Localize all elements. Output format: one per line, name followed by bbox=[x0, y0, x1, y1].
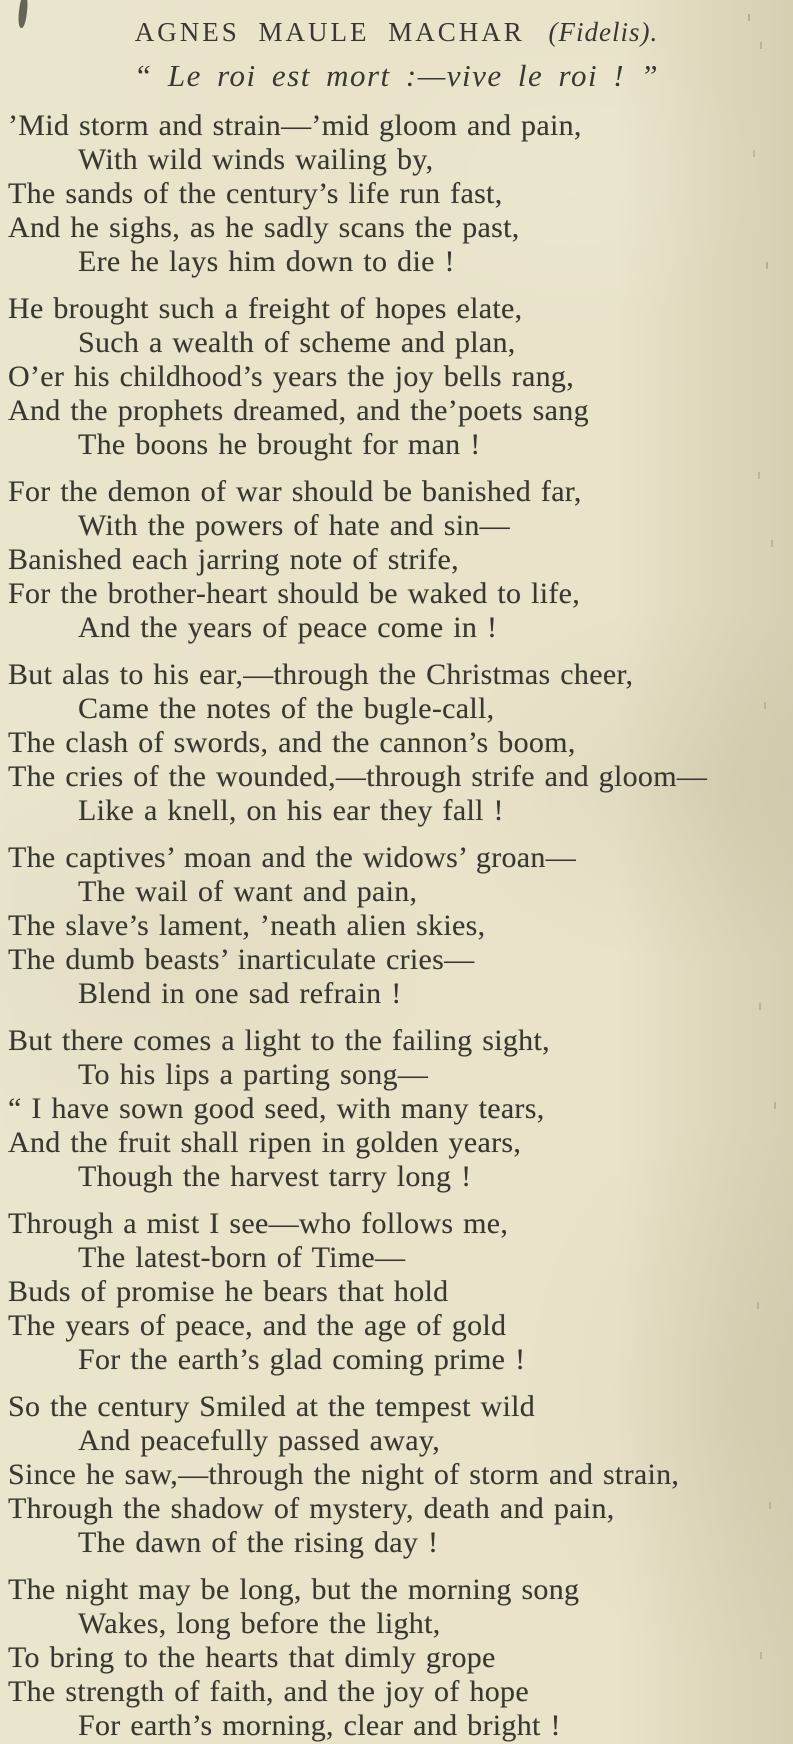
poem-line: With the powers of hate and sin— bbox=[78, 509, 510, 542]
poem-line: The cries of the wounded,—through strife and gloom— bbox=[8, 760, 708, 793]
poem-line: Though the harvest tarry long ! bbox=[78, 1160, 472, 1193]
poem-line: For the brother-heart should be waked to life, bbox=[8, 577, 581, 610]
poem-line: The dumb beasts’ inarticulate cries— bbox=[8, 943, 475, 976]
stanza-4 bbox=[0, 658, 793, 828]
poem-line: And the prophets dreamed, and the’poets sang bbox=[8, 394, 589, 427]
poem-line: The latest-born of Time— bbox=[78, 1241, 406, 1274]
paper-speck-artifacts bbox=[0, 0, 2, 7]
poem-line: The sands of the century’s life run fast, bbox=[8, 177, 503, 210]
poem-line: So the century Smiled at the tempest wild bbox=[8, 1390, 536, 1423]
poem-header bbox=[0, 16, 793, 48]
stanza-2 bbox=[0, 292, 793, 462]
stanza-3 bbox=[0, 475, 793, 645]
poem-line: And the years of peace come in ! bbox=[78, 611, 498, 644]
poem-line: The slave’s lament, ’neath alien skies, bbox=[8, 909, 486, 942]
stanza-1 bbox=[0, 109, 793, 279]
poem-line: The strength of faith, and the joy of hope bbox=[8, 1675, 529, 1708]
poem-line: Banished each jarring note of strife, bbox=[8, 543, 459, 576]
poem-line: The night may be long, but the morning song bbox=[8, 1573, 580, 1606]
poem-line: ’Mid storm and strain—’mid gloom and pain, bbox=[8, 109, 582, 142]
stanza-5 bbox=[0, 841, 793, 1011]
poem-line: And the fruit shall ripen in golden years, bbox=[8, 1126, 522, 1159]
stanza-8 bbox=[0, 1390, 793, 1560]
poem-line: Ere he lays him down to die ! bbox=[78, 245, 455, 278]
author-name: AGNES MAULE MACHAR bbox=[134, 17, 525, 47]
poem-line: Wakes, long before the light, bbox=[78, 1607, 441, 1640]
poem-line: Such a wealth of scheme and plan, bbox=[78, 326, 516, 359]
poem-line: O’er his childhood’s years the joy bells rang, bbox=[8, 360, 575, 393]
poem-line: To bring to the hearts that dimly grope bbox=[8, 1641, 496, 1674]
poem-line: “ I have sown good seed, with many tears, bbox=[8, 1092, 545, 1125]
poem-line: The wail of want and pain, bbox=[78, 875, 418, 908]
poem-line: For earth’s morning, clear and bright ! bbox=[78, 1709, 561, 1742]
poem-line: The captives’ moan and the widows’ groan— bbox=[8, 841, 577, 874]
poem-line: With wild winds wailing by, bbox=[78, 143, 434, 176]
poem-line: Blend in one sad refrain ! bbox=[78, 977, 402, 1010]
poem-line: He brought such a freight of hopes elate, bbox=[8, 292, 523, 325]
poem-line: Came the notes of the bugle-call, bbox=[78, 692, 495, 725]
poem-line: And he sighs, as he sadly scans the past, bbox=[8, 211, 520, 244]
poem-line: The years of peace, and the age of gold bbox=[8, 1309, 507, 1342]
poem-line: Like a knell, on his ear they fall ! bbox=[78, 794, 504, 827]
epigraph: “ Le roi est mort :—vive le roi ! ” bbox=[133, 58, 660, 93]
poem-line: But alas to his ear,—through the Christmas cheer, bbox=[8, 658, 634, 691]
poem-line: And peacefully passed away, bbox=[78, 1424, 441, 1457]
author-pseudonym: (Fidelis). bbox=[548, 17, 659, 47]
stanza-6 bbox=[0, 1024, 793, 1194]
poem-line: For the earth’s glad coming prime ! bbox=[78, 1343, 526, 1376]
poem-body bbox=[0, 109, 793, 1743]
poem-line: The dawn of the rising day ! bbox=[78, 1526, 439, 1559]
poem-line: But there comes a light to the failing sight, bbox=[8, 1024, 550, 1057]
stanza-9 bbox=[0, 1573, 793, 1743]
poem-line: The boons he brought for man ! bbox=[78, 428, 481, 461]
poem-line: Through the shadow of mystery, death and pain, bbox=[8, 1492, 615, 1525]
poem-line: To his lips a parting song— bbox=[78, 1058, 429, 1091]
poem-line: The clash of swords, and the cannon’s boom, bbox=[8, 726, 576, 759]
stanza-7 bbox=[0, 1207, 793, 1377]
poem-line: Through a mist I see—who follows me, bbox=[8, 1207, 509, 1240]
poem-line: Buds of promise he bears that hold bbox=[8, 1275, 449, 1308]
poem-line: Since he saw,—through the night of storm and strain, bbox=[8, 1458, 680, 1491]
poem-line: For the demon of war should be banished far, bbox=[8, 475, 582, 508]
